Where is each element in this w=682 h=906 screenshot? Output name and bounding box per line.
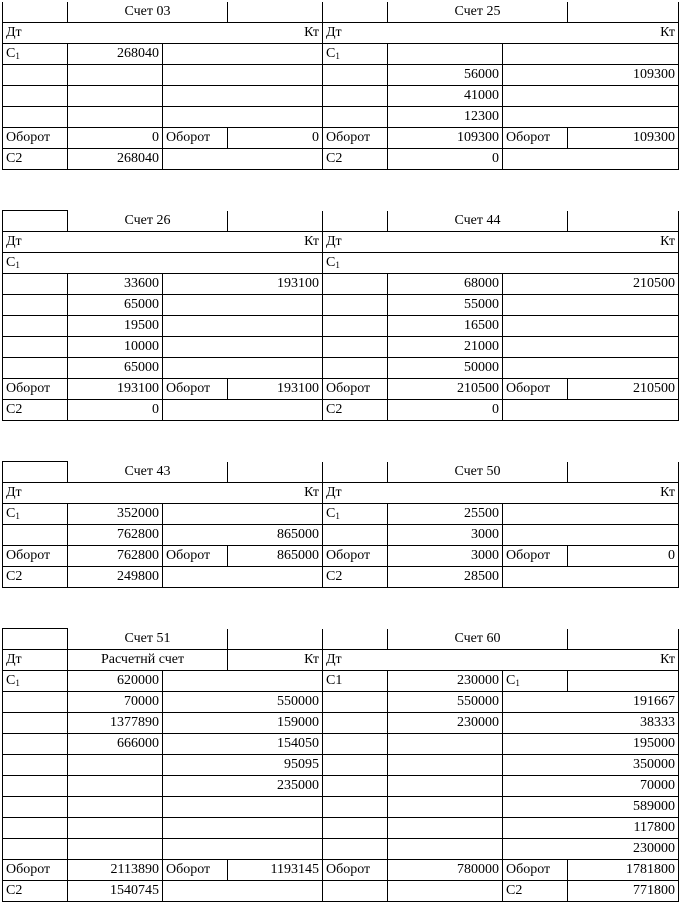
- acc25-turnover-kt: 109300: [568, 128, 679, 149]
- acc51-kt-entry: 235000: [163, 776, 323, 797]
- acc26-turnover-dt: 193100: [68, 379, 163, 400]
- acc50-opening-dt: 25500: [388, 504, 503, 525]
- acc60-kt-entry: 117800: [503, 818, 679, 839]
- acc25-dt-label: Дт: [326, 25, 342, 40]
- acc60-closing-label: С2: [503, 881, 568, 902]
- acc50-turnover-kt: 0: [568, 546, 679, 567]
- acc60-kt-entry: 70000: [503, 776, 679, 797]
- acc50-kt-label: Кт: [660, 485, 675, 500]
- acc60-turnover-kt: 1781800: [568, 860, 679, 881]
- acc50-opening-label: $С_1$: [323, 504, 388, 525]
- acc50-title: Счет 50: [388, 462, 568, 483]
- acc44-turnover-kt: 210500: [568, 379, 679, 400]
- acc44-title: Счет 44: [388, 211, 568, 232]
- acc25-closing-label: С2: [323, 149, 388, 170]
- acc60-opening-label: С1: [323, 671, 388, 692]
- acc03-closing-dt: 268040: [68, 149, 163, 170]
- acc60-turnover-label: Оборот: [323, 860, 388, 881]
- acc44-dt-entry: 16500: [388, 316, 503, 337]
- acc60-kt-label: Кт: [660, 652, 675, 667]
- acc50-turnover-label: Оборот: [323, 546, 388, 567]
- acc51-opening-label: $С_1$: [3, 671, 68, 692]
- acc26-dt-entry: 65000: [68, 295, 163, 316]
- acc60-turnover-kt-label: Оборот: [503, 860, 568, 881]
- acc26-opening-label: $С_1$: [3, 253, 323, 274]
- acc51-turnover-dt: 2113890: [68, 860, 163, 881]
- acc25-turnover-kt-label: Оборот: [503, 128, 568, 149]
- acc44-kt-entry: 210500: [503, 274, 679, 295]
- acc44-dt-entry: 21000: [388, 337, 503, 358]
- acc51-title: Счет 51: [68, 629, 228, 650]
- acc43-kt-label: Кт: [304, 485, 319, 500]
- acc51-kt-label: Кт: [228, 650, 323, 671]
- acc60-dt-entry: 230000: [388, 713, 503, 734]
- acc60-kt-entry: 195000: [503, 734, 679, 755]
- acc03-turnover-dt: 0: [68, 128, 163, 149]
- acc44-closing-label: С2: [323, 400, 388, 421]
- acc44-dt-entry: 50000: [388, 358, 503, 379]
- acc50-dt-entry: 3000: [388, 525, 503, 546]
- acc25-kt-label: Кт: [660, 25, 675, 40]
- acc26-closing-label: С2: [3, 400, 68, 421]
- acc25-title: Счет 25: [388, 2, 568, 23]
- acc44-turnover-kt-label: Оборот: [503, 379, 568, 400]
- acc03-closing-label: С2: [3, 149, 68, 170]
- acc26-dt-entry: 19500: [68, 316, 163, 337]
- acc44-dt-entry: 55000: [388, 295, 503, 316]
- acc51-turnover-kt: 1193145: [228, 860, 323, 881]
- acc26-dt-entry: 10000: [68, 337, 163, 358]
- acc60-opening-dt: 230000: [388, 671, 503, 692]
- acc43-turnover-kt-label: Оборот: [163, 546, 228, 567]
- acc60-kt-entry: 191667: [503, 692, 679, 713]
- acc50-closing-dt: 28500: [388, 567, 503, 588]
- acc51-turnover-kt-label: Оборот: [163, 860, 228, 881]
- acc25-dt-header: [323, 23, 679, 44]
- acc51-turnover-label: Оборот: [3, 860, 68, 881]
- acc43-dt-entry: 762800: [68, 525, 163, 546]
- acc25-dt-entry: 12300: [388, 107, 503, 128]
- acc25-dt-entry: 56000: [388, 65, 503, 86]
- acc44-turnover-label: Оборот: [323, 379, 388, 400]
- acc44-turnover-dt: 210500: [388, 379, 503, 400]
- acc03-turnover-kt-label: Оборот: [163, 128, 228, 149]
- acc43-closing-label: С2: [3, 567, 68, 588]
- acc60-kt-entry: 350000: [503, 755, 679, 776]
- acc51-dt-label: Дт: [3, 650, 68, 671]
- acc25-dt-entry: 41000: [388, 86, 503, 107]
- acc03-dt-header: [3, 23, 323, 44]
- accounts-table-51-60: [2, 628, 679, 902]
- acc60-dt-label: Дт: [326, 652, 342, 667]
- acc44-kt-label: Кт: [660, 234, 675, 249]
- acc60-kt-entry: 38333: [503, 713, 679, 734]
- acc50-dt-header: [323, 483, 679, 504]
- accounts-table-43-50: [2, 461, 679, 588]
- acc25-turnover-label: Оборот: [323, 128, 388, 149]
- acc60-dt-header: [323, 650, 679, 671]
- acc60-kt-entry: 230000: [503, 839, 679, 860]
- acc51-kt-entry: 159000: [163, 713, 323, 734]
- acc26-turnover-kt-label: Оборот: [163, 379, 228, 400]
- acc44-dt-header: [323, 232, 679, 253]
- acc26-turnover-kt: 193100: [228, 379, 323, 400]
- acc26-title: Счет 26: [68, 211, 228, 232]
- acc51-subtitle: Расчетнй счет: [68, 650, 228, 671]
- acc26-kt-entry: 193100: [163, 274, 323, 295]
- acc03-opening-label: $С_1$: [3, 44, 68, 65]
- acc43-kt-entry: 865000: [163, 525, 323, 546]
- acc03-turnover-kt: 0: [228, 128, 323, 149]
- acc26-kt-label: Кт: [304, 234, 319, 249]
- acc51-kt-entry: 154050: [163, 734, 323, 755]
- acc03-title: Счет 03: [68, 2, 228, 23]
- acc43-title: Счет 43: [68, 462, 228, 483]
- acc43-closing-dt: 249800: [68, 567, 163, 588]
- acc44-closing-dt: 0: [388, 400, 503, 421]
- acc26-dt-header: [3, 232, 323, 253]
- acc44-opening-label: $С_1$: [323, 253, 679, 274]
- acc60-title: Счет 60: [388, 629, 568, 650]
- acc50-turnover-dt: 3000: [388, 546, 503, 567]
- acc50-turnover-kt-label: Оборот: [503, 546, 568, 567]
- acc60-opening-kt-label: $С_1$: [503, 671, 568, 692]
- acc26-turnover-label: Оборот: [3, 379, 68, 400]
- acc43-dt-label: Дт: [6, 485, 22, 500]
- acc43-turnover-dt: 762800: [68, 546, 163, 567]
- acc51-kt-entry: 95095: [163, 755, 323, 776]
- acc51-dt-entry: 70000: [68, 692, 163, 713]
- acc25-turnover-dt: 109300: [388, 128, 503, 149]
- acc03-dt-label: Дт: [6, 25, 22, 40]
- acc60-closing-kt: 771800: [568, 881, 679, 902]
- acc44-dt-entry: 68000: [388, 274, 503, 295]
- acc26-closing-dt: 0: [68, 400, 163, 421]
- acc60-dt-entry: 550000: [388, 692, 503, 713]
- acc50-dt-label: Дт: [326, 485, 342, 500]
- acc60-turnover-dt: 780000: [388, 860, 503, 881]
- acc43-opening-dt: 352000: [68, 504, 163, 525]
- acc26-dt-entry: 33600: [68, 274, 163, 295]
- accounts-table-03-25: [2, 2, 679, 170]
- acc51-kt-entry: 550000: [163, 692, 323, 713]
- acc44-dt-label: Дт: [326, 234, 342, 249]
- acc43-turnover-label: Оборот: [3, 546, 68, 567]
- acc51-closing-label: С2: [3, 881, 68, 902]
- accounts-table-26-44: [2, 210, 679, 421]
- acc51-closing-dt: 1540745: [68, 881, 163, 902]
- acc25-opening-label: $С_1$: [323, 44, 388, 65]
- acc43-turnover-kt: 865000: [228, 546, 323, 567]
- acc43-opening-label: $С_1$: [3, 504, 68, 525]
- acc26-dt-label: Дт: [6, 234, 22, 249]
- acc25-closing-dt: 0: [388, 149, 503, 170]
- acc51-dt-entry: 666000: [68, 734, 163, 755]
- acc51-dt-entry: 1377890: [68, 713, 163, 734]
- acc51-opening-dt: 620000: [68, 671, 163, 692]
- acc60-kt-entry: 589000: [503, 797, 679, 818]
- acc50-closing-label: С2: [323, 567, 388, 588]
- acc43-dt-header: [3, 483, 323, 504]
- acc03-opening-dt: 268040: [68, 44, 163, 65]
- acc25-kt-entry: 109300: [503, 65, 679, 86]
- acc03-kt-label: Кт: [304, 25, 319, 40]
- acc03-turnover-label: Оборот: [3, 128, 68, 149]
- acc26-dt-entry: 65000: [68, 358, 163, 379]
